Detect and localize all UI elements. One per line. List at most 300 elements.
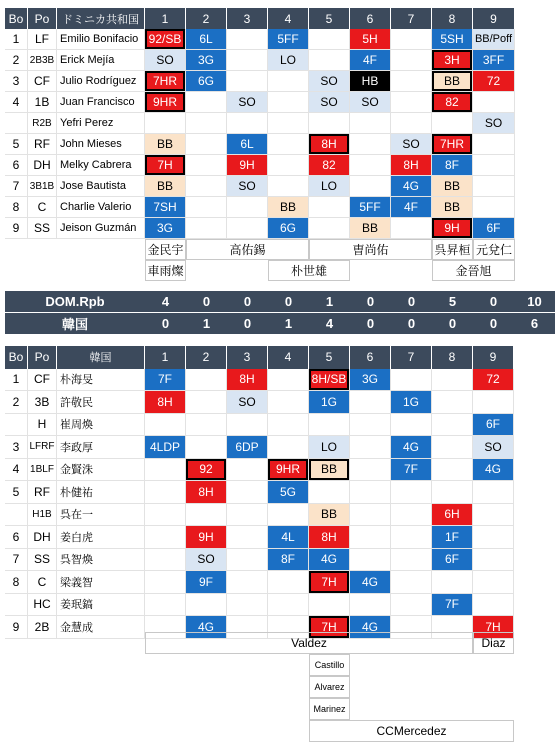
at-bat-result xyxy=(268,594,309,617)
player-name: Jeison Guzmán xyxy=(57,218,145,239)
batting-order: 6 xyxy=(5,155,28,176)
runs-korea: 4 xyxy=(309,313,350,334)
batting-order: 5 xyxy=(5,134,28,155)
at-bat-result xyxy=(350,414,391,437)
header-inning-7: 7 xyxy=(391,8,432,29)
player-name: Melky Cabrera xyxy=(57,155,145,176)
at-bat-result: BB xyxy=(350,218,391,239)
at-bat-result: 4G xyxy=(391,436,432,459)
at-bat-result xyxy=(145,414,186,437)
at-bat-result xyxy=(145,549,186,572)
at-bat-result xyxy=(268,391,309,414)
at-bat-result: 4G xyxy=(350,616,391,639)
at-bat-result: 92 xyxy=(186,459,227,482)
pitcher-name: 高佑錫 xyxy=(186,239,309,260)
player-name: 呉在一 xyxy=(57,504,145,527)
pitcher-name: 車雨燦 xyxy=(145,260,186,281)
position: H1B xyxy=(28,504,57,527)
at-bat-result: BB xyxy=(309,504,350,527)
header-batting-order: Bo xyxy=(5,346,28,369)
header-batting-order: Bo xyxy=(5,8,28,29)
at-bat-result: 1F xyxy=(432,526,473,549)
at-bat-result: 6G xyxy=(186,71,227,92)
header-inning-4: 4 xyxy=(268,8,309,29)
at-bat-result: SO xyxy=(309,71,350,92)
player-name: 朴健祐 xyxy=(57,481,145,504)
at-bat-result: 4L xyxy=(268,526,309,549)
at-bat-result: LO xyxy=(309,436,350,459)
at-bat-result: SO xyxy=(309,92,350,113)
at-bat-result: 5G xyxy=(268,481,309,504)
at-bat-result: 8H xyxy=(186,481,227,504)
header-inning-6: 6 xyxy=(350,346,391,369)
at-bat-result xyxy=(391,481,432,504)
at-bat-result: 3H xyxy=(432,50,473,71)
at-bat-result xyxy=(391,92,432,113)
at-bat-result xyxy=(309,50,350,71)
at-bat-result xyxy=(432,436,473,459)
at-bat-result: SO xyxy=(145,50,186,71)
batting-order: 7 xyxy=(5,176,28,197)
header-inning-8: 8 xyxy=(432,346,473,369)
runs-korea: 0 xyxy=(432,313,473,334)
at-bat-result: 1G xyxy=(391,391,432,414)
at-bat-result xyxy=(309,594,350,617)
at-bat-result xyxy=(432,459,473,482)
batting-order: 6 xyxy=(5,526,28,549)
at-bat-result: 6G xyxy=(268,218,309,239)
at-bat-result xyxy=(473,134,515,155)
at-bat-result: SO xyxy=(391,134,432,155)
batting-order: 9 xyxy=(5,218,28,239)
runs-korea: 1 xyxy=(268,313,309,334)
at-bat-result: 7H xyxy=(309,616,350,639)
header-inning-7: 7 xyxy=(391,346,432,369)
player-name: 李政厚 xyxy=(57,436,145,459)
at-bat-result: HB xyxy=(350,71,391,92)
at-bat-result: 8H/SB xyxy=(309,369,350,392)
at-bat-result xyxy=(186,134,227,155)
at-bat-result xyxy=(350,481,391,504)
runs-korea: 0 xyxy=(145,313,186,334)
at-bat-result xyxy=(145,481,186,504)
at-bat-result: 5SH xyxy=(432,29,473,50)
at-bat-result xyxy=(309,197,350,218)
at-bat-result xyxy=(473,504,514,527)
at-bat-result: 82 xyxy=(432,92,473,113)
at-bat-result: BB xyxy=(145,134,186,155)
at-bat-result xyxy=(227,459,268,482)
at-bat-result xyxy=(350,549,391,572)
pitcher-name: 元兌仁 xyxy=(473,239,515,260)
player-name: Erick Mejía xyxy=(57,50,145,71)
team-label-dom: DOM.Rpb xyxy=(5,291,145,312)
position: LFRF xyxy=(28,436,57,459)
header-inning-8: 8 xyxy=(432,8,473,29)
at-bat-result xyxy=(268,504,309,527)
at-bat-result xyxy=(186,369,227,392)
at-bat-result xyxy=(391,594,432,617)
at-bat-result: 7F xyxy=(391,459,432,482)
at-bat-result: 7H xyxy=(473,616,514,639)
at-bat-result xyxy=(227,414,268,437)
player-name: 姜白虎 xyxy=(57,526,145,549)
pitcher-name: Marinez xyxy=(309,698,350,720)
at-bat-result xyxy=(350,134,391,155)
at-bat-result xyxy=(309,113,350,134)
at-bat-result: 8H xyxy=(309,134,350,155)
at-bat-result xyxy=(227,481,268,504)
batting-order: 4 xyxy=(5,459,28,482)
at-bat-result: 3G xyxy=(186,50,227,71)
at-bat-result xyxy=(391,504,432,527)
header-team: 韓国 xyxy=(57,346,145,369)
at-bat-result: 7HR xyxy=(145,71,186,92)
at-bat-result: 7SH xyxy=(145,197,186,218)
at-bat-result: 3G xyxy=(350,369,391,392)
at-bat-result: SO xyxy=(473,436,514,459)
at-bat-result: 6F xyxy=(473,218,515,239)
at-bat-result: 8H xyxy=(309,526,350,549)
at-bat-result xyxy=(186,176,227,197)
at-bat-result xyxy=(227,526,268,549)
player-name: John Mieses xyxy=(57,134,145,155)
position: HC xyxy=(28,594,57,617)
at-bat-result xyxy=(473,594,514,617)
at-bat-result: 5FF xyxy=(268,29,309,50)
position: C xyxy=(28,571,57,594)
at-bat-result: 9F xyxy=(186,571,227,594)
batting-order xyxy=(5,504,28,527)
at-bat-result: BB xyxy=(432,197,473,218)
at-bat-result: 8H xyxy=(227,369,268,392)
pitcher-name: Castillo xyxy=(309,654,350,676)
at-bat-result xyxy=(268,134,309,155)
header-inning-3: 3 xyxy=(227,8,268,29)
at-bat-result xyxy=(473,481,514,504)
at-bat-result: 72 xyxy=(473,71,515,92)
at-bat-result: SO xyxy=(473,113,515,134)
at-bat-result: 4G xyxy=(186,616,227,639)
position: CF xyxy=(28,71,57,92)
runs-dom: 10 xyxy=(514,291,555,312)
at-bat-result: BB xyxy=(268,197,309,218)
header-inning-6: 6 xyxy=(350,8,391,29)
player-name: 金賢洙 xyxy=(57,459,145,482)
at-bat-result: 8F xyxy=(432,155,473,176)
pitcher-name: 朴世雄 xyxy=(268,260,350,281)
at-bat-result: LO xyxy=(309,176,350,197)
runs-dom: 0 xyxy=(391,291,432,312)
at-bat-result xyxy=(186,436,227,459)
at-bat-result xyxy=(432,481,473,504)
batting-order xyxy=(5,113,28,134)
pitcher-name: Alvarez xyxy=(309,676,350,698)
at-bat-result xyxy=(186,92,227,113)
at-bat-result: 8H xyxy=(145,391,186,414)
at-bat-result xyxy=(391,369,432,392)
at-bat-result xyxy=(309,218,350,239)
player-name: Emilio Bonifacio xyxy=(57,29,145,50)
at-bat-result xyxy=(227,197,268,218)
at-bat-result xyxy=(145,526,186,549)
pitcher-name: 呉昇桓 xyxy=(432,239,473,260)
at-bat-result: 72 xyxy=(473,369,514,392)
position: 3B xyxy=(28,391,57,414)
position: DH xyxy=(28,526,57,549)
at-bat-result: 6DP xyxy=(227,436,268,459)
position: CF xyxy=(28,369,57,392)
at-bat-result: 6F xyxy=(432,549,473,572)
at-bat-result xyxy=(473,92,515,113)
at-bat-result xyxy=(432,113,473,134)
position: H xyxy=(28,414,57,437)
header-inning-3: 3 xyxy=(227,346,268,369)
runs-korea: 6 xyxy=(514,313,555,334)
at-bat-result: 5H xyxy=(350,29,391,50)
at-bat-result xyxy=(186,197,227,218)
team-label-korea: 韓国 xyxy=(5,313,145,334)
player-name: Juan Francisco xyxy=(57,92,145,113)
at-bat-result xyxy=(227,571,268,594)
position: RF xyxy=(28,481,57,504)
runs-korea: 0 xyxy=(350,313,391,334)
batting-order: 7 xyxy=(5,549,28,572)
at-bat-result xyxy=(350,459,391,482)
at-bat-result: 9H xyxy=(432,218,473,239)
batting-order xyxy=(5,414,28,437)
at-bat-result: 7F xyxy=(432,594,473,617)
batting-order: 3 xyxy=(5,71,28,92)
at-bat-result xyxy=(268,71,309,92)
at-bat-result: 7H xyxy=(309,571,350,594)
at-bat-result xyxy=(391,113,432,134)
runs-dom: 0 xyxy=(186,291,227,312)
at-bat-result: 3FF xyxy=(473,50,515,71)
at-bat-result xyxy=(391,29,432,50)
runs-dom: 1 xyxy=(309,291,350,312)
position: RF xyxy=(28,134,57,155)
position: SS xyxy=(28,218,57,239)
at-bat-result: 9H xyxy=(227,155,268,176)
at-bat-result: 7H xyxy=(145,155,186,176)
header-inning-4: 4 xyxy=(268,346,309,369)
at-bat-result: BB xyxy=(432,71,473,92)
batting-order: 8 xyxy=(5,197,28,218)
pitcher-name: 金民宇 xyxy=(145,239,186,260)
at-bat-result: BB xyxy=(145,176,186,197)
at-bat-result: SO xyxy=(186,549,227,572)
header-team: ドミニカ共和国 xyxy=(57,8,145,29)
at-bat-result xyxy=(186,391,227,414)
at-bat-result xyxy=(186,113,227,134)
runs-dom: 0 xyxy=(268,291,309,312)
batting-order xyxy=(5,594,28,617)
at-bat-result xyxy=(432,414,473,437)
position: 1B xyxy=(28,92,57,113)
at-bat-result xyxy=(227,218,268,239)
at-bat-result xyxy=(350,594,391,617)
at-bat-result: 6L xyxy=(227,134,268,155)
at-bat-result xyxy=(227,71,268,92)
at-bat-result: SO xyxy=(350,92,391,113)
at-bat-result xyxy=(145,504,186,527)
runs-korea: 0 xyxy=(227,313,268,334)
at-bat-result: 3G xyxy=(145,218,186,239)
at-bat-result xyxy=(391,571,432,594)
at-bat-result xyxy=(391,218,432,239)
at-bat-result: 4F xyxy=(350,50,391,71)
runs-korea: 0 xyxy=(391,313,432,334)
at-bat-result xyxy=(473,549,514,572)
pitcher-name: 金晉旭 xyxy=(432,260,515,281)
at-bat-result xyxy=(227,29,268,50)
at-bat-result: 5FF xyxy=(350,197,391,218)
at-bat-result xyxy=(145,571,186,594)
position: R2B xyxy=(28,113,57,134)
position: LF xyxy=(28,29,57,50)
position: SS xyxy=(28,549,57,572)
at-bat-result xyxy=(473,526,514,549)
batting-order: 1 xyxy=(5,29,28,50)
at-bat-result xyxy=(350,504,391,527)
player-name: 梁義智 xyxy=(57,571,145,594)
position: 2B3B xyxy=(28,50,57,71)
at-bat-result xyxy=(350,436,391,459)
pitcher-name: 曺尚佑 xyxy=(309,239,432,260)
at-bat-result: BB xyxy=(432,176,473,197)
pitcher-name: Diaz xyxy=(473,632,514,654)
at-bat-result xyxy=(391,414,432,437)
at-bat-result xyxy=(473,176,515,197)
at-bat-result xyxy=(227,50,268,71)
at-bat-result xyxy=(473,197,515,218)
at-bat-result xyxy=(186,218,227,239)
at-bat-result xyxy=(473,391,514,414)
at-bat-result: 4G xyxy=(350,571,391,594)
header-inning-5: 5 xyxy=(309,8,350,29)
at-bat-result xyxy=(391,50,432,71)
player-name: 崔周煥 xyxy=(57,414,145,437)
header-inning-5: 5 xyxy=(309,346,350,369)
at-bat-result: 4LDP xyxy=(145,436,186,459)
at-bat-result: 7F xyxy=(145,369,186,392)
at-bat-result xyxy=(268,571,309,594)
at-bat-result xyxy=(350,155,391,176)
position: 2B xyxy=(28,616,57,639)
at-bat-result xyxy=(350,391,391,414)
at-bat-result: LO xyxy=(268,50,309,71)
at-bat-result: SO xyxy=(227,391,268,414)
header-position: Po xyxy=(28,8,57,29)
batting-order: 4 xyxy=(5,92,28,113)
pitcher-name: Valdez xyxy=(145,632,473,654)
at-bat-result: 6L xyxy=(186,29,227,50)
at-bat-result xyxy=(391,549,432,572)
at-bat-result: 9HR xyxy=(145,92,186,113)
batting-order: 1 xyxy=(5,369,28,392)
at-bat-result: 8H xyxy=(391,155,432,176)
at-bat-result: 6H xyxy=(432,504,473,527)
header-inning-2: 2 xyxy=(186,8,227,29)
at-bat-result xyxy=(227,594,268,617)
at-bat-result xyxy=(391,526,432,549)
at-bat-result xyxy=(186,504,227,527)
at-bat-result xyxy=(350,526,391,549)
runs-dom: 0 xyxy=(350,291,391,312)
position: 1BLF xyxy=(28,459,57,482)
batting-order: 3 xyxy=(5,436,28,459)
at-bat-result xyxy=(432,369,473,392)
at-bat-result xyxy=(350,176,391,197)
at-bat-result: 9HR xyxy=(268,459,309,482)
batting-order: 5 xyxy=(5,481,28,504)
at-bat-result xyxy=(186,414,227,437)
at-bat-result xyxy=(268,155,309,176)
at-bat-result xyxy=(432,391,473,414)
player-name: Yefri Perez xyxy=(57,113,145,134)
batting-order: 2 xyxy=(5,50,28,71)
at-bat-result xyxy=(268,176,309,197)
at-bat-result xyxy=(309,481,350,504)
at-bat-result: 4G xyxy=(473,459,514,482)
player-name: 姜珉鎬 xyxy=(57,594,145,617)
position: 3B1B xyxy=(28,176,57,197)
at-bat-result: SO xyxy=(227,176,268,197)
at-bat-result xyxy=(227,113,268,134)
position: DH xyxy=(28,155,57,176)
at-bat-result xyxy=(227,549,268,572)
at-bat-result xyxy=(473,155,515,176)
batting-order: 2 xyxy=(5,391,28,414)
at-bat-result xyxy=(391,71,432,92)
at-bat-result: 4G xyxy=(391,176,432,197)
header-inning-1: 1 xyxy=(145,346,186,369)
at-bat-result xyxy=(145,113,186,134)
at-bat-result xyxy=(268,436,309,459)
at-bat-result xyxy=(186,594,227,617)
header-inning-9: 9 xyxy=(473,8,515,29)
header-inning-9: 9 xyxy=(473,346,514,369)
at-bat-result xyxy=(145,459,186,482)
at-bat-result xyxy=(473,571,514,594)
at-bat-result: 9H xyxy=(186,526,227,549)
player-name: Jose Bautista xyxy=(57,176,145,197)
at-bat-result: 8F xyxy=(268,549,309,572)
runs-dom: 5 xyxy=(432,291,473,312)
at-bat-result xyxy=(268,92,309,113)
player-name: 許敬民 xyxy=(57,391,145,414)
header-inning-2: 2 xyxy=(186,346,227,369)
at-bat-result: 7HR xyxy=(432,134,473,155)
at-bat-result xyxy=(145,594,186,617)
at-bat-result xyxy=(268,113,309,134)
batting-order: 8 xyxy=(5,571,28,594)
runs-dom: 0 xyxy=(473,291,514,312)
at-bat-result: BB/Poff xyxy=(473,29,515,50)
at-bat-result xyxy=(432,571,473,594)
runs-dom: 0 xyxy=(227,291,268,312)
header-inning-1: 1 xyxy=(145,8,186,29)
runs-dom: 4 xyxy=(145,291,186,312)
header-position: Po xyxy=(28,346,57,369)
position: C xyxy=(28,197,57,218)
player-name: Charlie Valerio xyxy=(57,197,145,218)
at-bat-result: 92/SB xyxy=(145,29,186,50)
at-bat-result xyxy=(268,369,309,392)
at-bat-result: 1G xyxy=(309,391,350,414)
at-bat-result xyxy=(309,414,350,437)
